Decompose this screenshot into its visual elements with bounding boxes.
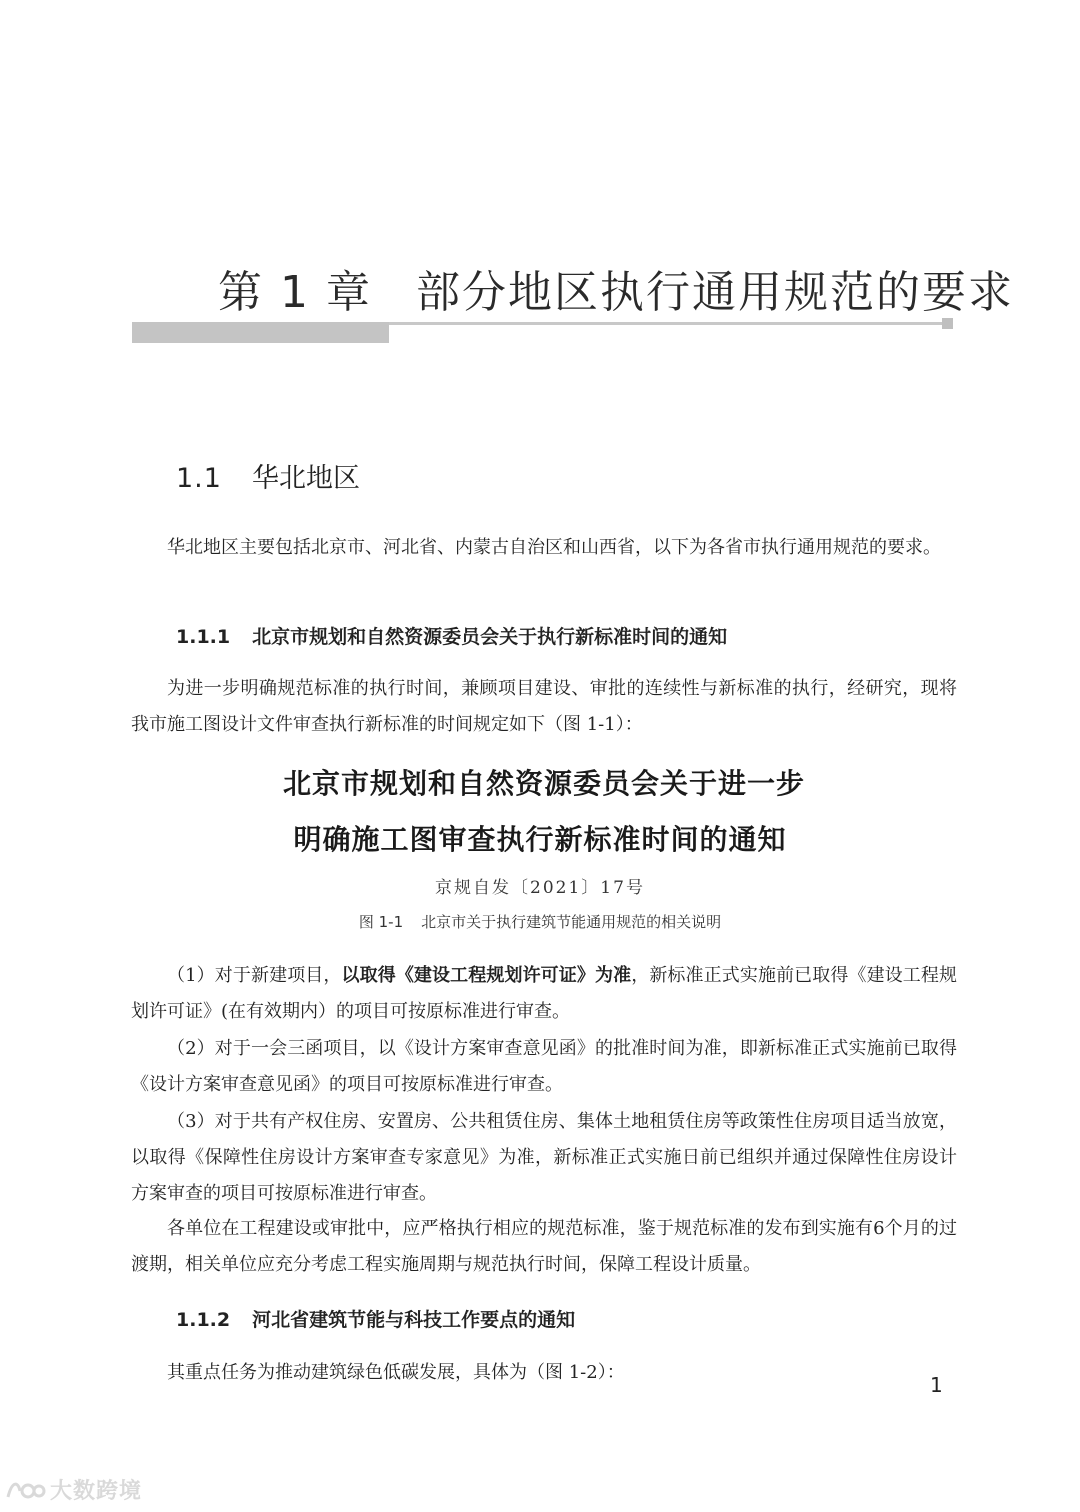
list-item-2: （2）对于一会三函项目，以《设计方案审查意见函》的批准时间为准，即新标准正式实施前已取得《设计方案审查意见函》的项目可按原标准进行审查。 [131, 1038, 957, 1095]
paragraph-1: 为进一步明确规范标准的执行时间，兼顾项目建设、审批的连续性与新标准的执行，经研究，现将我市施工图设计文件审查执行新标准的时间规定如下（图 1-1）： [131, 678, 957, 735]
page-number: 1 [930, 1373, 943, 1397]
section-title-text: 华北地区 [251, 463, 360, 494]
list-item-1-emphasis: 以取得《建设工程规划许可证》为准 [341, 965, 632, 986]
watermark [4, 1474, 142, 1505]
chapter-title-text: 部分地区执行通用规范的要求 [415, 267, 1014, 318]
paragraph-3: 其重点任务为推动建筑绿色低碳发展，具体为（图 1-2）： [167, 1362, 625, 1383]
figure-caption [0, 911, 1080, 932]
chapter-rule-accent [132, 322, 389, 343]
figure-title-line-2: 明确施工图审查执行新标准时间的通知 [293, 823, 787, 856]
watermark-text: 大数跨境 [50, 1479, 143, 1504]
subsection-number: 1.1.2 [176, 1309, 231, 1331]
subsection-heading-1 [176, 622, 727, 649]
chapter-number: 第 1 章 [218, 267, 372, 318]
figure-caption-text: 北京市关于执行建筑节能通用规范的相关说明 [421, 913, 722, 931]
paragraph-2: 各单位在工程建设或审批中，应严格执行相应的规范标准，鉴于规范标准的发布到实施有6个月的过渡期，相关单位应充分考虑工程实施周期与规范执行时间，保障工程设计质量。 [131, 1218, 957, 1275]
list-item-3: （3）对于共有产权住房、安置房、公共租赁住房、集体土地租赁住房等政策性住房项目适当放宽，以取得《保障性住房设计方案审查专家意见》为准，新标准正式实施日前已组织并通过保障性住房设计方案审查的项目可按原标准进行审查。 [131, 1111, 957, 1204]
section-number: 1.1 [176, 463, 222, 494]
figure-caption-number: 图 1-1 [358, 913, 404, 931]
figure-title-line-1: 北京市规划和自然资源委员会关于进一步 [282, 767, 805, 800]
list-item-1-lead: （1）对于新建项目， [167, 965, 342, 986]
brand-logo-icon [4, 1477, 46, 1503]
section-title [176, 456, 360, 495]
list-item-1-rest: ，新标准正式实施前已取得《建设工程规划许可证》(在有效期内）的项目可按原标准进行审查。 [131, 965, 958, 1022]
chapter-rule-end-square [942, 318, 953, 329]
chapter-title [218, 256, 1014, 320]
figure-document-number: 京规自发〔2021〕17号 [435, 878, 645, 898]
subsection-heading-2 [176, 1305, 575, 1332]
subsection-title: 北京市规划和自然资源委员会关于执行新标准时间的通知 [252, 626, 728, 648]
intro-paragraph: 华北地区主要包括北京市、河北省、内蒙古自治区和山西省，以下为各省市执行通用规范的要求。 [167, 537, 941, 558]
list-item-1 [131, 958, 957, 1030]
subsection-number: 1.1.1 [176, 626, 231, 648]
subsection-title: 河北省建筑节能与科技工作要点的通知 [252, 1309, 576, 1331]
